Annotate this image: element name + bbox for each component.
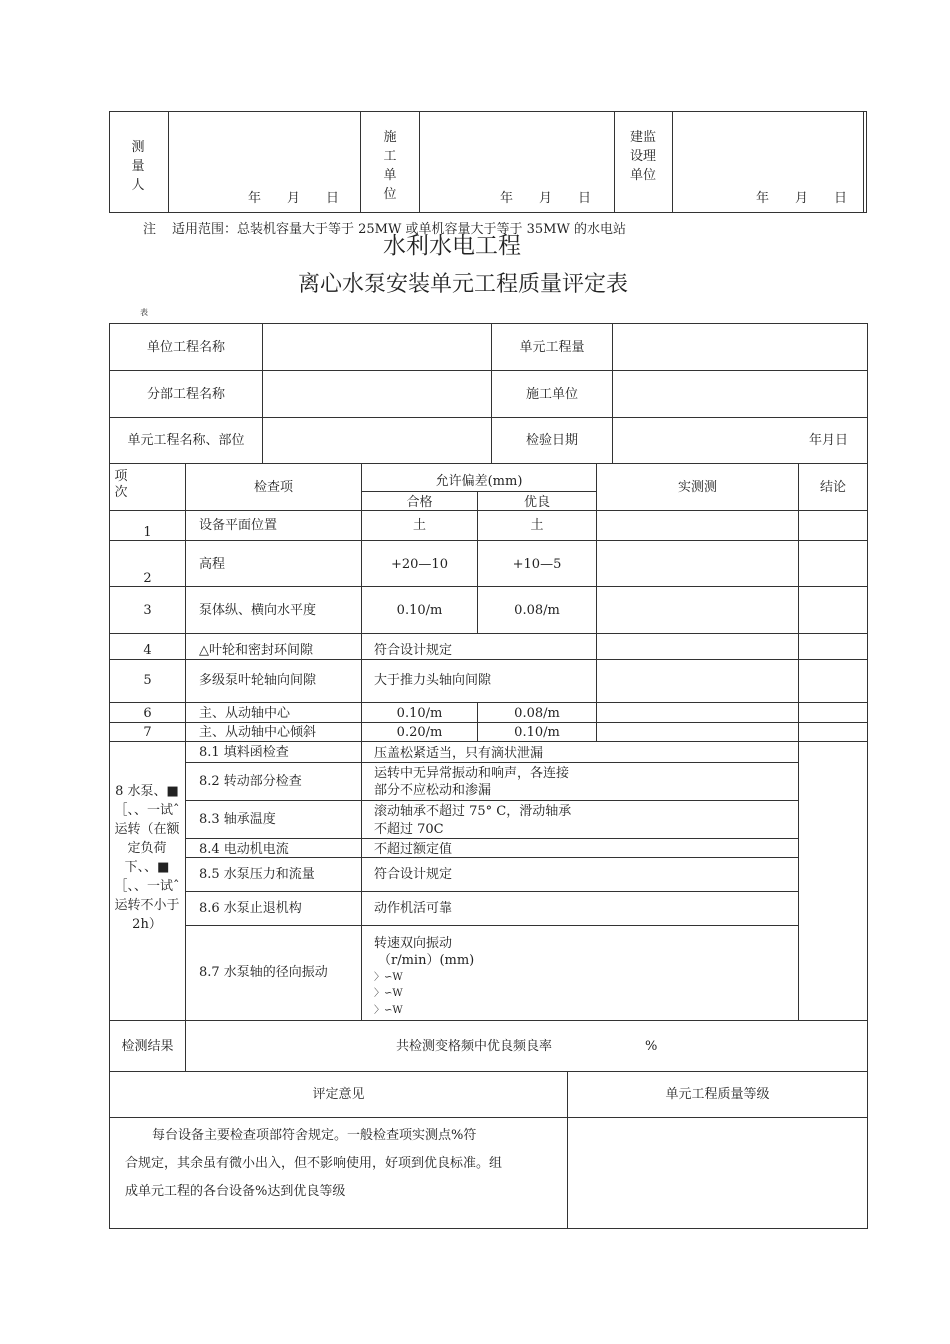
- trial-sub-item: 8.5 水泵压力和流量: [199, 867, 315, 882]
- row-line: [109, 463, 868, 464]
- tolerance-header: 允许偏差(mm): [435, 474, 523, 489]
- check-item-header: 检查项: [253, 480, 293, 495]
- row-line: [109, 741, 868, 742]
- row-item: 主、从动轴中心: [199, 706, 291, 721]
- row-excellent: 0.08/m: [514, 603, 560, 618]
- quality-grade-label: 单元工程质量等级: [665, 1087, 770, 1102]
- unit-name-location-label: 单元工程名称、部位: [127, 433, 245, 448]
- row-item: 多级泵叶轮轴向间隙: [199, 673, 317, 688]
- row-no: 6: [143, 706, 152, 721]
- trial-requirement: 〉∽W: [374, 972, 403, 983]
- sig-divider: [360, 111, 361, 213]
- result-text: 共检测变格频中优良频良率: [396, 1039, 553, 1054]
- result-percent: %: [645, 1039, 658, 1054]
- form-title: 离心水泵安装单元工程质量评定表: [298, 272, 629, 297]
- construction-unit-label: 施工单位: [525, 387, 578, 402]
- trial-sub-item: 8.6 水泵止退机构: [199, 901, 302, 916]
- row-requirement: 符合设计规定: [374, 643, 453, 658]
- sub-row-line: [185, 800, 798, 801]
- row-line: [109, 633, 868, 634]
- row-line: [109, 722, 868, 723]
- sub-row-line: [185, 925, 798, 926]
- sign-date: 年 月 日: [756, 191, 848, 206]
- unit-project-name-label: 单位工程名称: [146, 340, 225, 355]
- sub-row-line: [185, 838, 798, 839]
- trial-sub-item: 8.3 轴承温度: [199, 812, 276, 827]
- row-item: 设备平面位置: [199, 518, 278, 533]
- row-no: 5: [143, 673, 152, 688]
- opinion-text-line: 合规定，其余虽有微小出入，但不影响使用，好项到优良标准。组: [125, 1156, 503, 1171]
- trial-sub-item: 8.7 水泵轴的径向振动: [199, 965, 328, 980]
- trial-requirement: 不超过 70C: [374, 822, 444, 837]
- row-line: [109, 659, 868, 660]
- trial-requirement: 不超过额定值: [374, 842, 453, 857]
- col-line: [612, 323, 613, 463]
- row-requirement: 大于推力头轴向间隙: [374, 673, 492, 688]
- sig-divider: [863, 111, 864, 213]
- trial-requirement: 滚动轴承不超过 75° C，滑动轴承: [374, 804, 572, 819]
- row-qualified: 0.20/m: [396, 725, 443, 740]
- trial-requirement: 符合设计规定: [374, 867, 453, 882]
- opinion-label: 评定意见: [312, 1087, 365, 1102]
- row-item: 泵体纵、横向水平度: [199, 603, 317, 618]
- result-label: 检测结果: [121, 1039, 174, 1054]
- row-excellent: +10—5: [512, 557, 562, 572]
- tolerance-split-line: [361, 491, 596, 492]
- unit-quantity-label: 单元工程量: [519, 340, 585, 355]
- row-item: 高程: [199, 557, 226, 572]
- row-qualified: 0.10/m: [396, 706, 443, 721]
- inspection-date-value: 年月日: [809, 433, 849, 448]
- row-line: [109, 417, 868, 418]
- row-item: △叶轮和密封环间隙: [199, 643, 313, 658]
- row-no: 2: [143, 571, 152, 586]
- opinion-text-line: 成单元工程的各台设备%达到优良等级: [125, 1184, 346, 1199]
- sign-date: 年 月 日: [500, 191, 592, 206]
- opinion-text-line: 每台设备主要检查项部符舍规定。一般检查项实测点%符: [152, 1128, 477, 1143]
- row-line: [109, 702, 868, 703]
- excellent-header: 优良: [523, 495, 550, 510]
- col-line: [185, 463, 186, 1071]
- row-line: [109, 540, 868, 541]
- sub-row-line: [185, 762, 798, 763]
- row-line: [109, 370, 868, 371]
- col-line: [361, 463, 362, 1020]
- row-qualified: 土: [412, 518, 426, 533]
- sig-divider: [168, 111, 169, 213]
- col-line: [262, 323, 263, 463]
- trial-requirement: 〉∽W: [374, 1005, 403, 1016]
- sig-divider: [419, 111, 420, 213]
- trial-sub-item: 8.1 填料函检查: [199, 745, 289, 760]
- trial-sub-item: 8.2 转动部分检查: [199, 774, 302, 789]
- qualified-header: 合格: [406, 495, 433, 510]
- sub-project-name-label: 分部工程名称: [146, 387, 225, 402]
- sig-divider: [672, 111, 673, 213]
- main-title: 水利水电工程: [383, 233, 521, 259]
- trial-requirement: 〉∽W: [374, 988, 403, 999]
- trial-requirement: 运转中无异常振动和响声，各连接: [374, 766, 570, 781]
- col-line: [596, 463, 597, 741]
- signature-table: [109, 111, 867, 213]
- trial-requirement: 压盖松紧适当，只有滴状泄漏: [374, 746, 544, 761]
- sign-date: 年 月 日: [248, 191, 340, 206]
- sig-divider: [614, 111, 615, 213]
- trial-requirement: 转速双向振动: [374, 936, 453, 951]
- construction-unit-label: 施工单位: [383, 130, 397, 202]
- inspection-date-label: 检验日期: [525, 433, 578, 448]
- row-qualified: +20—10: [391, 557, 448, 572]
- sub-row-line: [185, 891, 798, 892]
- trial-requirement: （r/min）(mm): [378, 953, 475, 968]
- trial-requirement: 部分不应松动和渗漏: [374, 783, 492, 798]
- row-item: 主、从动轴中心倾斜: [199, 725, 317, 740]
- row-no: 7: [143, 725, 152, 740]
- measured-header: 实测测: [677, 480, 717, 495]
- measurer-label: 测量人: [131, 140, 145, 193]
- row-qualified: 0.10/m: [396, 603, 443, 618]
- item-no-header: 项次: [114, 469, 128, 500]
- row-no: 4: [143, 643, 152, 658]
- trial-sub-item: 8.4 电动机电流: [199, 842, 289, 857]
- row-line: [109, 1117, 868, 1118]
- row-no: 1: [143, 525, 152, 540]
- row-excellent: 土: [530, 518, 544, 533]
- row-no: 3: [143, 603, 152, 618]
- row-line: [109, 1020, 868, 1021]
- row-excellent: 0.08/m: [514, 706, 560, 721]
- conclusion-header: 结论: [819, 480, 846, 495]
- trial-run-label: 8 水泵、■［、、一试ˆ运转（在额定负荷下、、■［、、一试ˆ运转不小于2h）: [114, 784, 180, 932]
- row-line: [109, 586, 868, 587]
- row-excellent: 0.10/m: [514, 725, 560, 740]
- table-mark: 表: [140, 308, 148, 317]
- note-text: 适用范围：总装机容量大于等于 25MW 或单机容量大于等于 35MW 的水电站: [172, 222, 626, 237]
- trial-requirement: 动作机活可靠: [374, 901, 453, 916]
- note-label: 注: [143, 222, 157, 237]
- supervision-unit-label: 建监设理单位: [629, 130, 656, 183]
- col-line: [798, 463, 799, 1020]
- row-line: [109, 1071, 868, 1072]
